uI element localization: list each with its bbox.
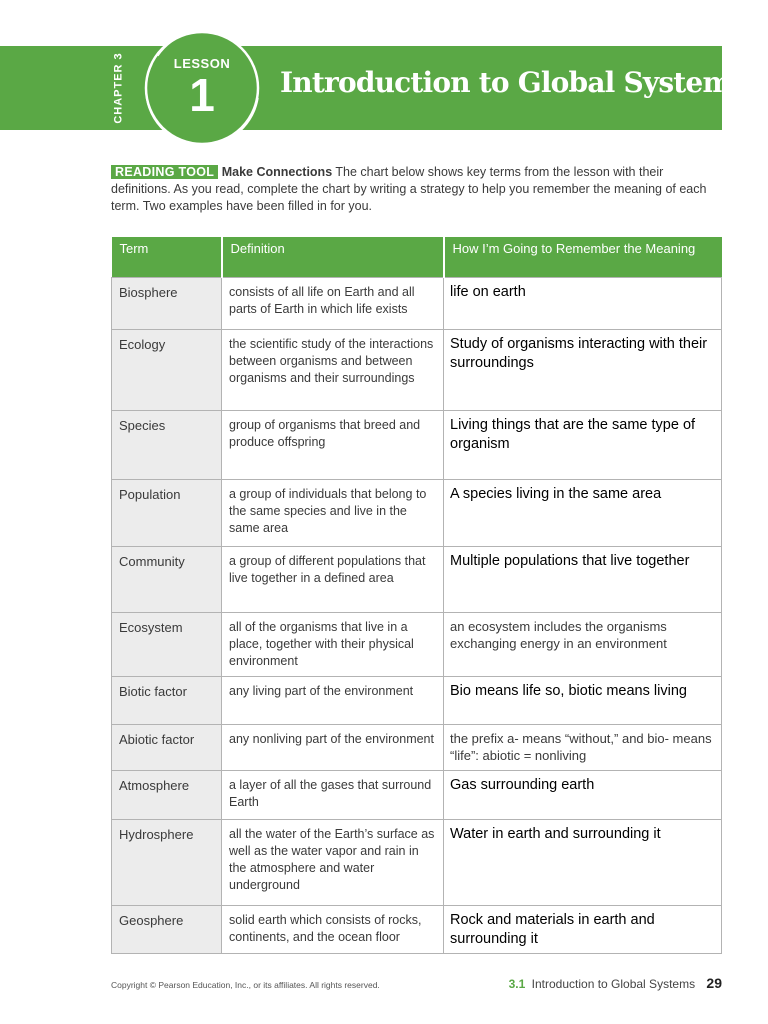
strategy-cell[interactable]: Rock and materials in earth and surrounding it <box>444 906 722 954</box>
intro-heading: Make Connections <box>221 165 333 179</box>
strategy-cell-example: the prefix a- means “without,” and bio- means “life”: abiotic = nonliving <box>444 725 722 771</box>
term-cell: Community <box>112 547 222 613</box>
strategy-cell[interactable]: Bio means life so, biotic means living <box>444 677 722 725</box>
table-row <box>112 820 722 906</box>
strategy-cell[interactable]: Gas surrounding earth <box>444 771 722 820</box>
page-title: Introduction to Global Systems <box>280 66 747 99</box>
section-title: Introduction to Global Systems <box>531 977 696 991</box>
table-row <box>112 771 722 820</box>
definition-cell: any living part of the environment <box>222 677 444 725</box>
term-cell: Ecology <box>112 330 222 411</box>
definition-cell: a layer of all the gases that surround Earth <box>222 771 444 820</box>
term-cell: Atmosphere <box>112 771 222 820</box>
page-footer <box>509 975 722 991</box>
chapter-label: CHAPTER 3 <box>113 52 125 124</box>
term-cell: Abiotic factor <box>112 725 222 771</box>
definition-cell: solid earth which consists of rocks, continents, and the ocean floor <box>222 906 444 954</box>
copyright-notice: Copyright © Pearson Education, Inc., or its affiliates. All rights reserved. <box>111 980 380 990</box>
strategy-cell-example: an ecosystem includes the organisms exchanging energy in an environment <box>444 613 722 677</box>
table-header-row <box>112 237 722 278</box>
header-strategy: How I’m Going to Remember the Meaning <box>444 237 722 278</box>
definition-cell: consists of all life on Earth and all parts of Earth in which life exists <box>222 278 444 330</box>
definition-cell: a group of individuals that belong to the same species and live in the same area <box>222 480 444 547</box>
definition-cell: group of organisms that breed and produce offspring <box>222 411 444 480</box>
definition-cell: all the water of the Earth’s surface as well as the water vapor and rain in the atmosphere and water underground <box>222 820 444 906</box>
lesson-number: 1 <box>189 69 215 121</box>
term-cell: Ecosystem <box>112 613 222 677</box>
chapter-tag <box>103 46 135 130</box>
strategy-cell[interactable]: life on earth <box>444 278 722 330</box>
header-term: Term <box>112 237 222 278</box>
table-row <box>112 613 722 677</box>
table-row <box>112 725 722 771</box>
definition-cell: any nonliving part of the environment <box>222 725 444 771</box>
strategy-cell[interactable]: Living things that are the same type of organism <box>444 411 722 480</box>
reading-tool-badge: READING TOOL <box>111 165 218 179</box>
intro-text: The chart below shows key terms from the lesson with their definitions. As you read, complete the chart by writing a strategy to help you remember the meaning of each term. Two examples have been filled in for you. <box>111 165 707 213</box>
section-number: 3.1 <box>508 977 526 991</box>
table-row <box>112 677 722 725</box>
strategy-cell[interactable]: Multiple populations that live together <box>444 547 722 613</box>
term-cell: Biosphere <box>112 278 222 330</box>
table-row <box>112 411 722 480</box>
vocabulary-table <box>111 237 722 954</box>
table-row <box>112 480 722 547</box>
table-row <box>112 278 722 330</box>
term-cell: Hydrosphere <box>112 820 222 906</box>
lesson-badge <box>138 26 266 150</box>
definition-cell: the scientific study of the interactions between organisms and between organisms and their surroundings <box>222 330 444 411</box>
lesson-word: LESSON <box>173 56 231 71</box>
header-definition: Definition <box>222 237 444 278</box>
definition-cell: all of the organisms that live in a place, together with their physical environment <box>222 613 444 677</box>
page-number: 29 <box>706 975 722 991</box>
intro-paragraph <box>111 164 716 215</box>
strategy-cell[interactable]: Water in earth and surrounding it <box>444 820 722 906</box>
definition-cell: a group of different populations that live together in a defined area <box>222 547 444 613</box>
term-cell: Species <box>112 411 222 480</box>
term-cell: Geosphere <box>112 906 222 954</box>
term-cell: Population <box>112 480 222 547</box>
strategy-cell[interactable]: A species living in the same area <box>444 480 722 547</box>
table-row <box>112 906 722 954</box>
strategy-cell[interactable]: Study of organisms interacting with their surroundings <box>444 330 722 411</box>
table-row <box>112 330 722 411</box>
table-row <box>112 547 722 613</box>
term-cell: Biotic factor <box>112 677 222 725</box>
